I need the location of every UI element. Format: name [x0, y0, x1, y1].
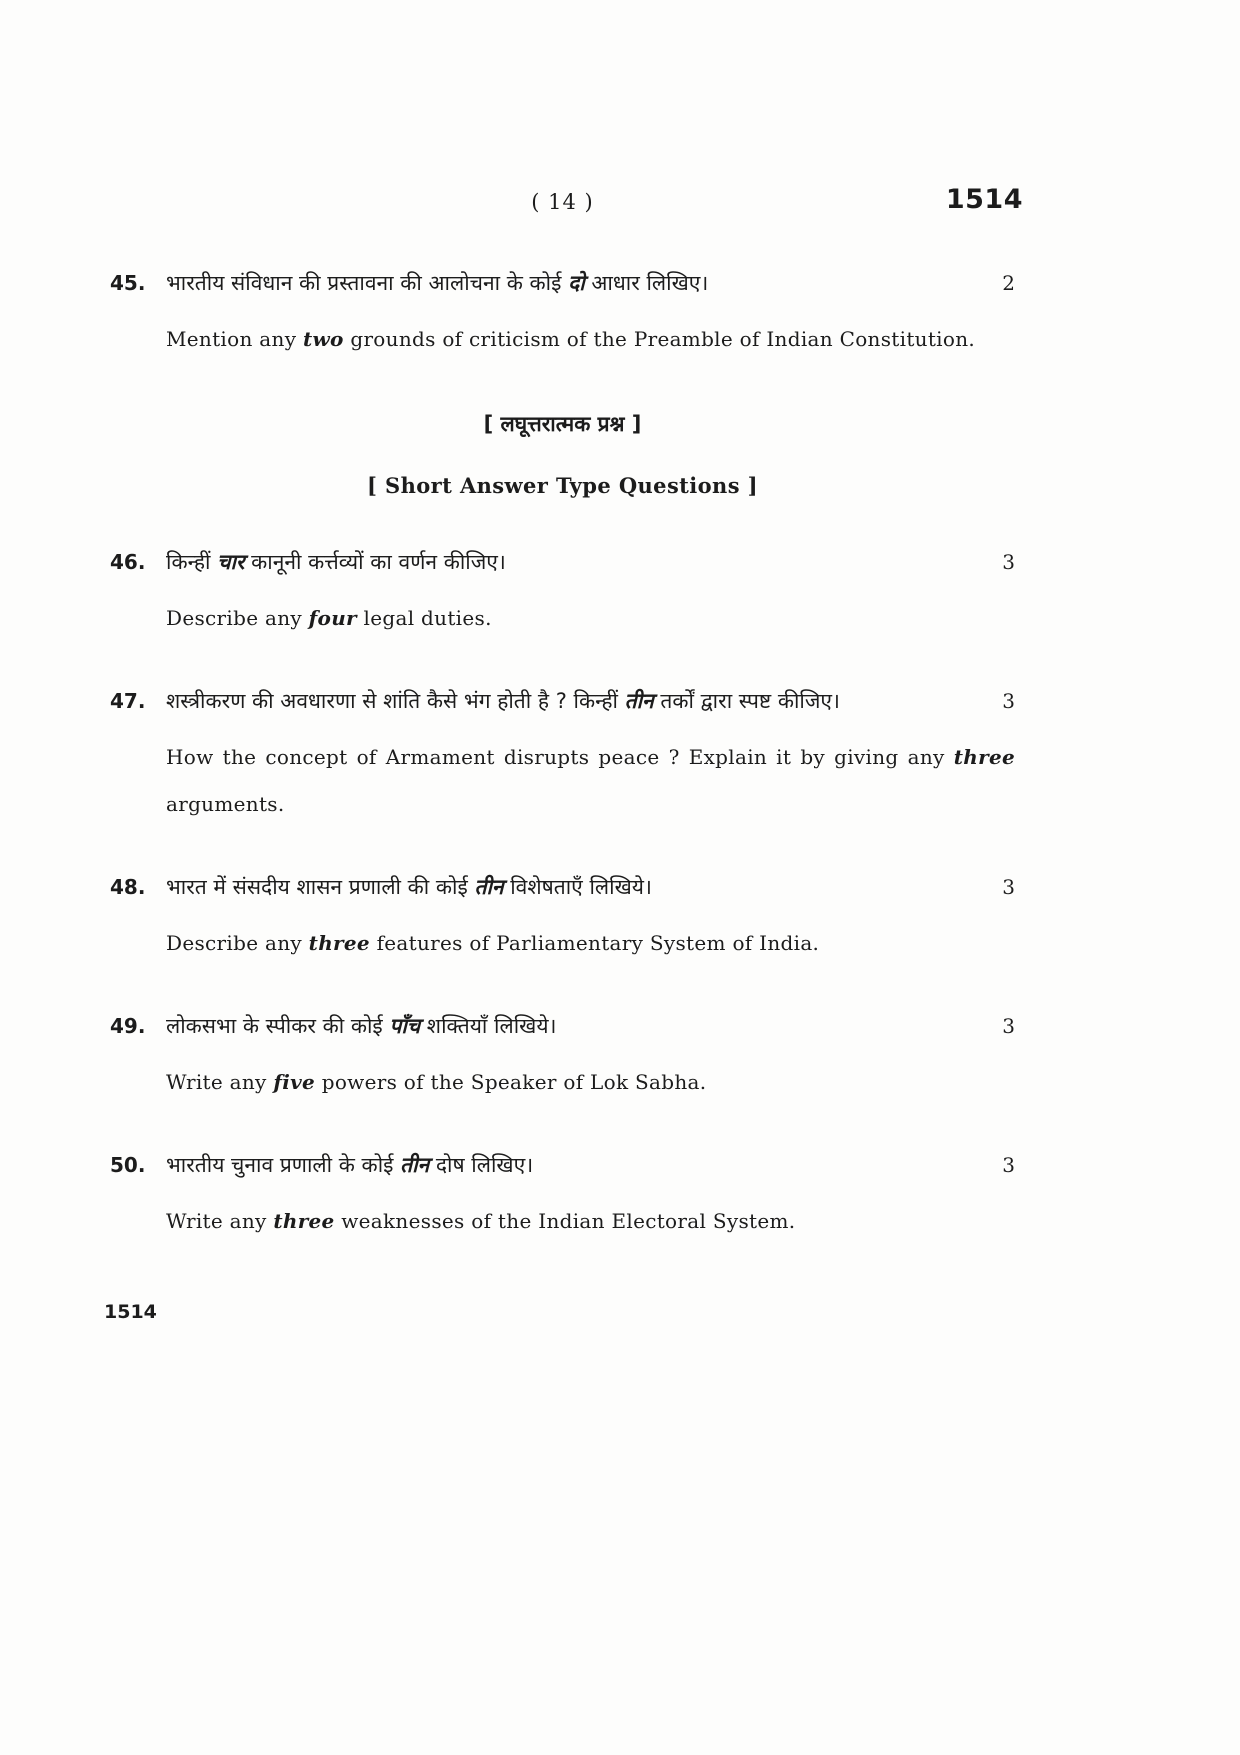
question-text-hindi: [166, 1148, 985, 1182]
hindi-text-post: तर्कों द्वारा स्पष्ट कीजिए।: [653, 689, 841, 713]
question-text-hindi: [166, 545, 985, 579]
hindi-text-pre: किन्हीं: [166, 550, 218, 574]
question-text-english: [166, 1198, 1015, 1245]
english-text-emphasis: three: [953, 745, 1015, 769]
english-text-pre: Write any: [166, 1070, 274, 1094]
english-text-pre: How the concept of Armament disrupts peace ? Explain it by giving any: [166, 745, 954, 769]
hindi-text-emphasis: तीन: [400, 1153, 430, 1177]
english-text-post: weaknesses of the Indian Electoral System.: [334, 1209, 796, 1233]
question-text-english: [166, 1059, 1015, 1106]
section-heading-english: [ Short Answer Type Questions ]: [366, 473, 758, 498]
hindi-text-pre: भारतीय संविधान की प्रस्तावना की आलोचना के कोई: [166, 271, 569, 295]
hindi-text-pre: लोकसभा के स्पीकर की कोई: [166, 1014, 390, 1038]
english-text-pre: Describe any: [166, 606, 309, 630]
hindi-text-post: कानूनी कर्त्तव्यों का वर्णन कीजिए।: [244, 550, 506, 574]
section-headings: [110, 407, 1015, 503]
hindi-text-emphasis: पाँच: [389, 1014, 421, 1038]
english-text-post: arguments.: [166, 792, 285, 816]
hindi-text-emphasis: चार: [217, 550, 245, 574]
question-text-english: [166, 316, 1015, 363]
question-text-hindi: [166, 684, 985, 718]
footer-code: 1514: [104, 1301, 157, 1323]
marks-value: 3: [1002, 1153, 1015, 1177]
marks-value: 3: [1002, 1014, 1015, 1038]
hindi-text-emphasis: तीन: [474, 875, 504, 899]
hindi-text-post: आधार लिखिए।: [584, 271, 709, 295]
question-number: 49.: [110, 1014, 146, 1038]
english-text-emphasis: five: [273, 1070, 316, 1094]
english-text-pre: Describe any: [166, 931, 309, 955]
english-text-post: features of Parliamentary System of India.: [369, 931, 820, 955]
marks-value: 3: [1002, 550, 1015, 574]
question-45: [110, 266, 1015, 363]
hindi-text-emphasis: तीन: [624, 689, 654, 713]
question-number: 45.: [110, 271, 146, 295]
page-content: [104, 0, 1023, 1323]
marks-value: 3: [1002, 689, 1015, 713]
english-text-emphasis: three: [273, 1209, 335, 1233]
english-text-pre: Mention any: [166, 327, 303, 351]
hindi-text-emphasis: दो: [568, 271, 585, 295]
section-heading-hindi: [ लघूत्तरात्मक प्रश्न ]: [483, 412, 642, 436]
english-text-post: legal duties.: [356, 606, 492, 630]
hindi-text-pre: भारतीय चुनाव प्रणाली के कोई: [166, 1153, 401, 1177]
question-number: 47.: [110, 689, 146, 713]
hindi-text-post: दोष लिखिए।: [429, 1153, 534, 1177]
english-text-emphasis: three: [308, 931, 370, 955]
question-text-hindi: [166, 1009, 985, 1043]
question-50: [110, 1148, 1015, 1245]
question-body: [166, 870, 985, 967]
question-text-hindi: [166, 266, 985, 300]
question-body: [166, 684, 1015, 828]
marks-value: 3: [1002, 875, 1015, 899]
question-49: [110, 1009, 1015, 1106]
hindi-text-pre: शस्त्रीकरण की अवधारणा से शांति कैसे भंग होती है ? किन्हीं: [166, 689, 625, 713]
hindi-text-pre: भारत में संसदीय शासन प्रणाली की कोई: [166, 875, 475, 899]
question-body: [166, 545, 985, 642]
question-text-hindi: [166, 870, 985, 904]
page-header: [110, 184, 1023, 224]
question-47: [110, 684, 1015, 828]
english-text-emphasis: four: [308, 606, 357, 630]
hindi-text-post: विशेषताएँ लिखिये।: [503, 875, 652, 899]
question-number: 48.: [110, 875, 146, 899]
question-number: 50.: [110, 1153, 146, 1177]
hindi-text-post: शक्तियाँ लिखिये।: [420, 1014, 557, 1038]
question-body: [166, 1148, 985, 1245]
paper-code: 1514: [945, 184, 1023, 215]
marks-value: 2: [1002, 271, 1015, 295]
english-text-emphasis: two: [302, 327, 344, 351]
question-text-english: [166, 595, 1015, 642]
english-text-post: powers of the Speaker of Lok Sabha.: [315, 1070, 707, 1094]
question-body: [166, 1009, 985, 1106]
english-text-post: grounds of criticism of the Preamble of Indian Constitution.: [343, 327, 976, 351]
question-number: 46.: [110, 550, 146, 574]
question-48: [110, 870, 1015, 967]
question-text-english: [166, 734, 1015, 828]
page-number: ( 14 ): [531, 190, 594, 214]
question-text-english: [166, 920, 1015, 967]
question-46: [110, 545, 1015, 642]
question-body: [166, 266, 985, 363]
english-text-pre: Write any: [166, 1209, 274, 1233]
